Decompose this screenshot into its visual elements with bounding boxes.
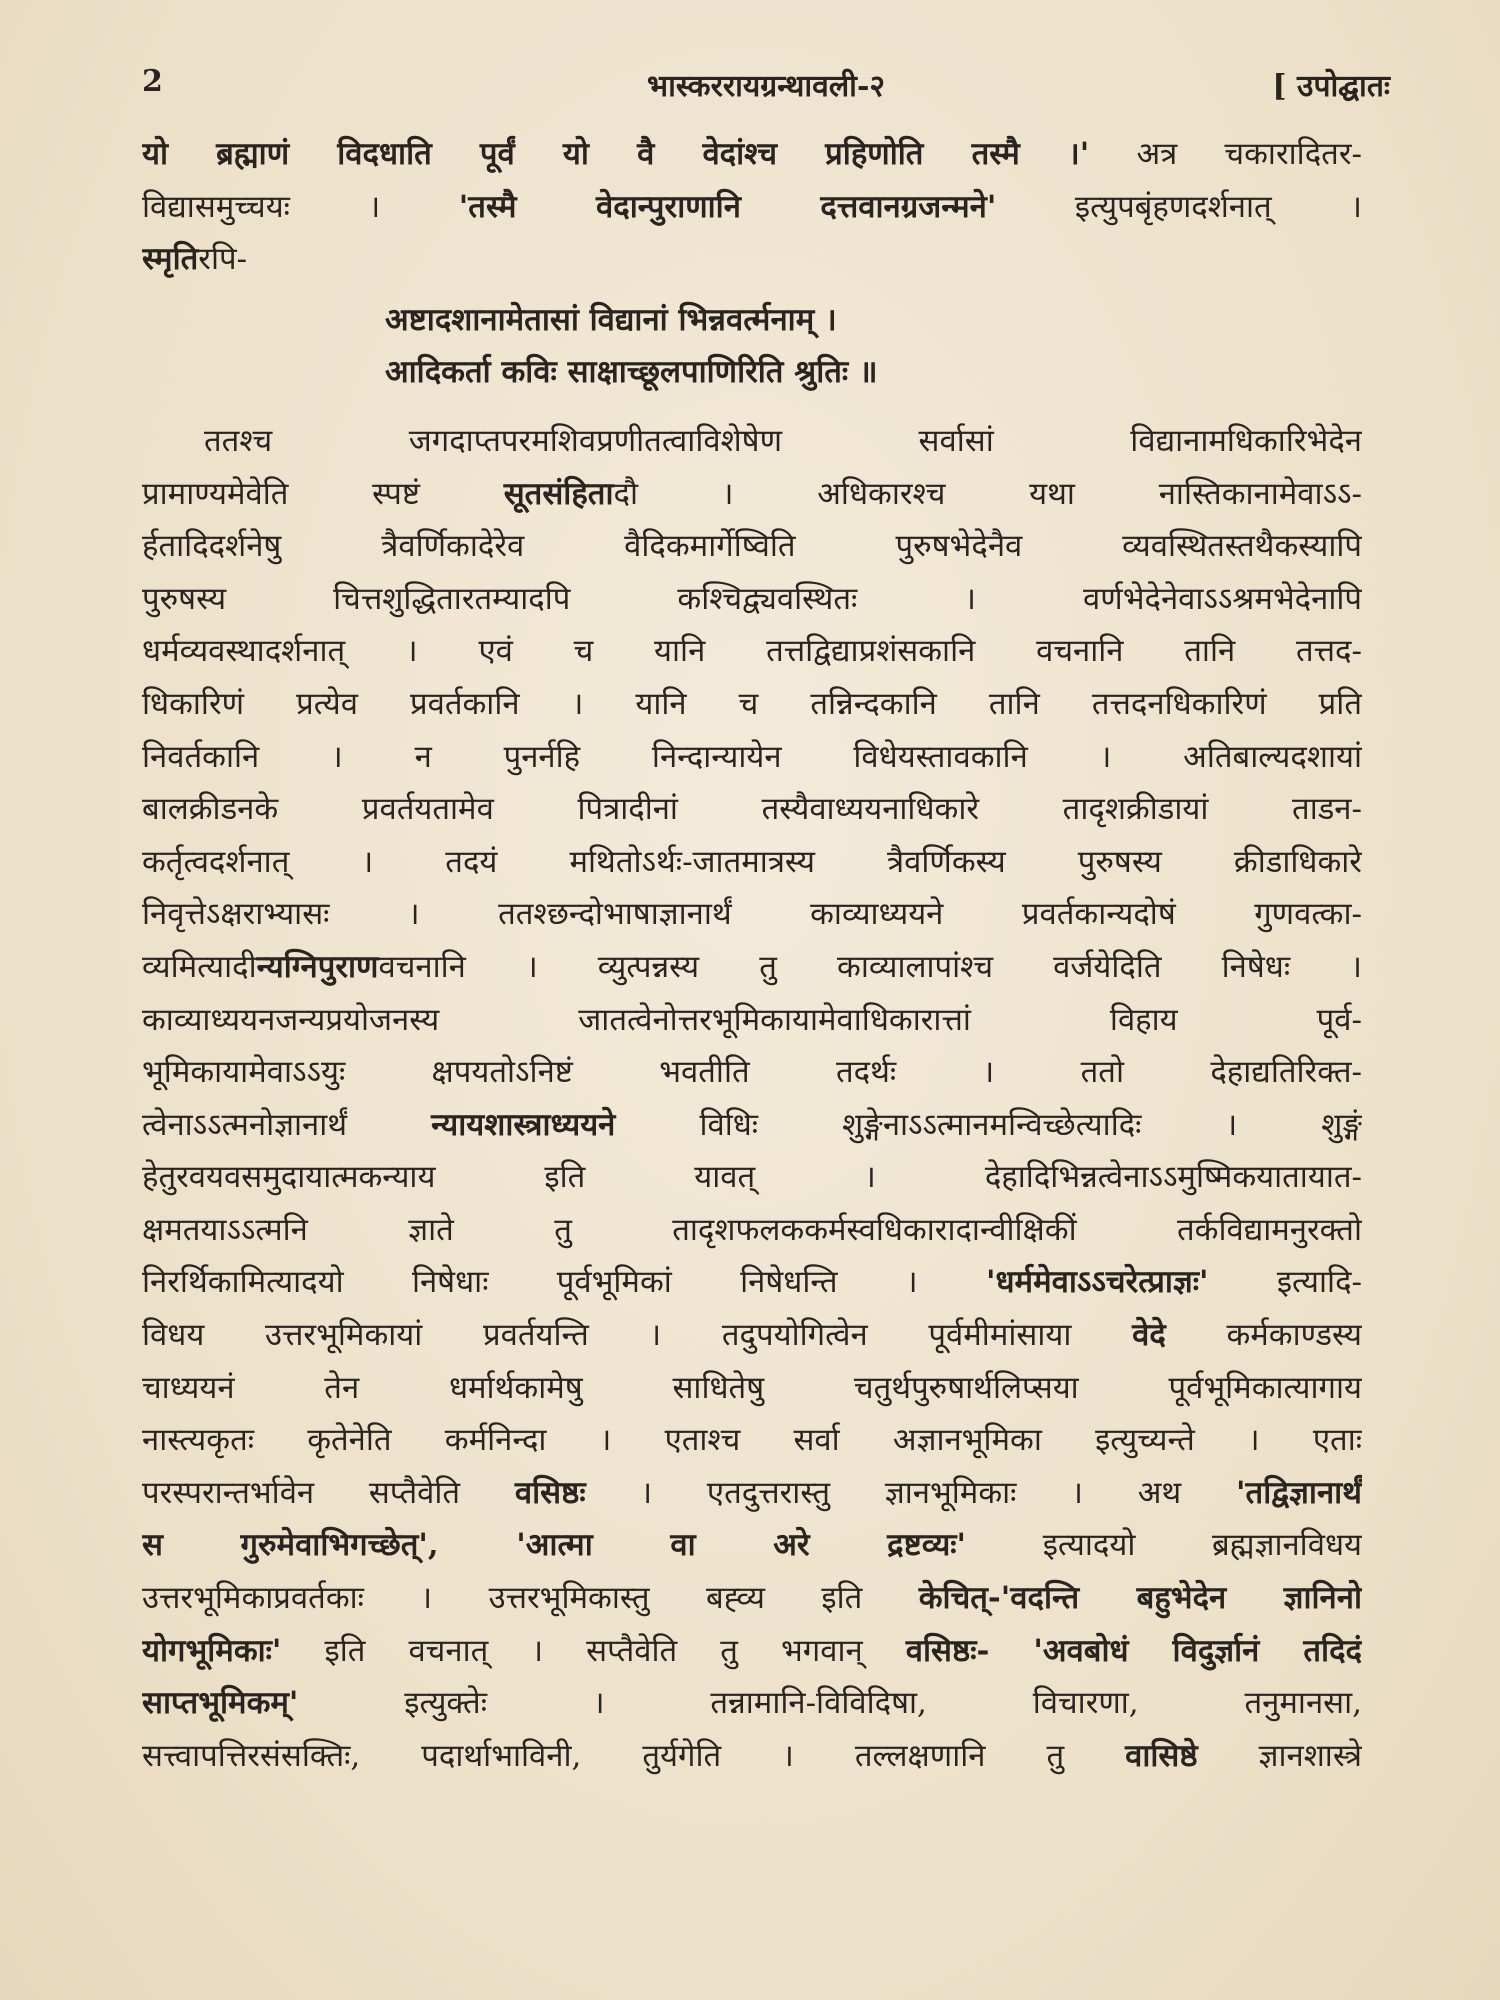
text-line [142, 678, 1362, 731]
text-line [142, 1730, 1362, 1783]
text-segment: प्रामाण्यमेवेति स्पष्टं [142, 475, 504, 512]
text-line [142, 888, 1362, 941]
text-segment: इत्युक्तेः । तन्नामानि-विविदिषा, विचारणा, तनुमानसा, [298, 1685, 1362, 1722]
text-segment: काव्याध्ययनजन्यप्रयोजनस्य जातत्वेनोत्तरभूमिकायामेवाधिकारात्तां विहाय पूर्व- [142, 1001, 1362, 1038]
bold-text-segment: 'तद्विज्ञानार्थं [1236, 1474, 1362, 1511]
section-title: [ उपोद्घातः [1272, 69, 1390, 104]
page-number: 2 [142, 64, 163, 99]
text-line [142, 1467, 1362, 1520]
bold-text-segment: केचित्-'वदन्ति बहुभेदेन ज्ञानिनो [918, 1580, 1362, 1617]
text-line [142, 468, 1362, 521]
text-segment: धिकारिणं प्रत्येव प्रवर्तकानि । यानि च तन्निन्दकानि तानि तत्तदनधिकारिणं प्रति [142, 685, 1362, 722]
text-segment: हेतुरवयवसमुदायात्मकन्याय इति यावत् । देहादिभिन्नत्वेनाऽऽमुष्मिकयातायात- [142, 1159, 1362, 1196]
text-line [142, 625, 1362, 678]
text-line [142, 1046, 1362, 1099]
bold-text-segment: 'धर्ममेवाऽऽचरेत्प्राज्ञः' [986, 1264, 1209, 1301]
text-segment: सत्त्वापत्तिरसंसक्तिः, पदार्थाभाविनी, तुर्यगेति । तल्लक्षणानि तु [142, 1737, 1126, 1774]
text-segment: । एतदुत्तरास्तु ज्ञानभूमिकाः । अथ [585, 1474, 1237, 1511]
text-segment: धर्मव्यवस्थादर्शनात् । एवं च यानि तत्तद्विद्याप्रशंसकानि वचनानि तानि तत्तद- [142, 633, 1362, 670]
text-segment: कर्तृत्वदर्शनात् । तदयं मथितोऽर्थः-जातमात्रस्य त्रैवर्णिकस्य पुरुषस्य क्रीडाधिकारे [142, 843, 1362, 880]
text-line [142, 1204, 1362, 1257]
text-segment: नास्त्यकृतः कृतेनेति कर्मनिन्दा । एताश्च सर्वा अज्ञानभूमिका इत्युच्यन्ते । एताः [142, 1422, 1362, 1459]
running-title: भास्कररायग्रन्थावली-२ [647, 69, 885, 104]
bold-text-segment: वेदे [1132, 1317, 1166, 1354]
text-line [142, 1572, 1362, 1625]
text-line [142, 941, 1362, 994]
text-segment: इत्यादि- [1208, 1264, 1362, 1301]
text-segment: रपि- [198, 241, 248, 278]
text-segment: ज्ञानशास्त्रे [1197, 1737, 1362, 1774]
text-line [142, 836, 1362, 889]
bold-text-segment: न्यग्निपुराण [256, 948, 379, 985]
bold-text-segment: वासिष्ठे [1125, 1737, 1198, 1774]
bold-text-segment: यो ब्रह्माणं विदधाति पूर्वं यो वै वेदांश्च प्रहिणोति तस्मै ।' [142, 136, 1090, 172]
text-segment: व्यमित्यादी [142, 948, 257, 985]
text-segment: विधय उत्तरभूमिकायां प्रवर्तयन्ति । तदुपयोगित्वेन पूर्वमीमांसाया [142, 1317, 1133, 1354]
text-segment: चाध्ययनं तेन धर्मार्थकामेषु साधितेषु चतुर्थपुरुषार्थलिप्सया पूर्वभूमिकात्यागाय [142, 1369, 1362, 1406]
bold-text-segment: वसिष्ठः [514, 1474, 586, 1511]
bold-text-segment: योगभूमिकाः' [142, 1632, 282, 1669]
text-line [142, 520, 1362, 573]
text-line [142, 181, 1362, 234]
text-segment: निवृत्तेऽक्षराभ्यासः । ततश्छन्दोभाषाज्ञानार्थं काव्याध्ययने प्रवर्तकान्यदोषं गुणवत्का- [142, 896, 1362, 933]
text-segment: विद्यासमुच्चयः । [142, 188, 459, 225]
text-line [142, 1519, 1362, 1572]
page-body-text [142, 128, 1362, 1782]
text-line [142, 1309, 1362, 1362]
text-segment: परस्परान्तर्भावेन सप्तैवेति [142, 1474, 515, 1511]
bold-text-segment: साप्तभूमिकम्' [142, 1685, 299, 1722]
bold-text-segment: स गुरुमेवाभिगच्छेत्', 'आत्मा वा अरे द्रष्टव्यः' [142, 1527, 967, 1564]
text-segment: उत्तरभूमिकाप्रवर्तकाः । उत्तरभूमिकास्तु बह्व्य इति [142, 1580, 919, 1617]
text-segment: आदिकर्ता कविः साक्षाच्छूलपाणिरिति श्रुतिः ॥ [385, 354, 878, 391]
text-line [142, 1151, 1362, 1204]
text-line [142, 294, 1362, 347]
text-line [142, 573, 1362, 626]
text-segment: वचनानि । व्युत्पन्नस्य तु काव्यालापांश्च वर्जयेदिति निषेधः । [378, 948, 1362, 985]
text-line [142, 1362, 1362, 1415]
text-segment: त्वेनाऽऽत्मनोज्ञानार्थं [142, 1106, 432, 1143]
text-line [142, 346, 1362, 399]
bold-text-segment: स्मृति [142, 241, 199, 278]
text-segment: भूमिकायामेवाऽऽयुः क्षपयतोऽनिष्टं भवतीति तदर्थः । ततो देहाद्यतिरिक्त- [142, 1054, 1362, 1091]
text-line [142, 233, 1362, 286]
text-segment: क्षमतयाऽऽत्मनि ज्ञाते तु तादृशफलककर्मस्वधिकारादान्वीक्षिकीं तर्कविद्यामनुरक्तो [142, 1211, 1362, 1248]
bold-text-segment: 'तस्मै वेदान्पुराणानि दत्तवानग्रजन्मने' [458, 188, 997, 225]
bold-text-segment: सूतसंहिता [503, 475, 614, 512]
text-line [142, 128, 1362, 181]
text-segment: अत्र चकारादितर- [1089, 136, 1362, 172]
text-segment: इत्युपबृंहणदर्शनात् । [996, 188, 1362, 225]
text-line [142, 994, 1362, 1047]
running-header [142, 64, 1390, 108]
text-line [142, 415, 1362, 468]
text-segment: इत्यादयो ब्रह्मज्ञानविधय [966, 1527, 1362, 1564]
text-segment: दौ । अधिकारश्च यथा नास्तिकानामेवाऽऽ- [613, 475, 1362, 512]
text-segment: कर्मकाण्डस्य [1165, 1317, 1362, 1354]
text-segment: र्हतादिदर्शनेषु त्रैवर्णिकादेरेव वैदिकमार्गेष्विति पुरुषभेदेनैव व्यवस्थितस्तथैकस्यापि [142, 528, 1362, 565]
text-line [142, 1256, 1362, 1309]
text-segment: निरर्थिकामित्यादयो निषेधाः पूर्वभूमिकां निषेधन्ति । [142, 1264, 986, 1301]
text-segment: ततश्च जगदाप्तपरमशिवप्रणीतत्वाविशेषेण सर्वासां विद्यानामधिकारिभेदेन [204, 422, 1362, 459]
text-segment: अष्टादशानामेतासां विद्यानां भिन्नवर्त्मनाम् । [385, 301, 837, 338]
bold-text-segment: वसिष्ठः- 'अवबोधं विदुर्ज्ञानं तदिदं [905, 1632, 1362, 1669]
text-line [142, 1099, 1362, 1152]
text-segment: पुरुषस्य चित्तशुद्धितारतम्यादपि कश्चिद्व्यवस्थितः । वर्णभेदेनेवाऽऽश्रमभेदेनापि [142, 580, 1362, 617]
text-line [142, 1625, 1362, 1678]
text-line [142, 1414, 1362, 1467]
text-segment: विधिः शुङ्गेनाऽऽत्मानमन्विच्छेत्यादिः । शुङ्गं [615, 1106, 1362, 1143]
text-segment: इति वचनात् । सप्तैवेति तु भगवान् [281, 1632, 906, 1669]
text-segment: बालक्रीडनके प्रवर्तयतामेव पित्रादीनां तस्यैवाध्ययनाधिकारे तादृशक्रीडायां ताडन- [142, 791, 1362, 828]
text-line [142, 783, 1362, 836]
text-line [142, 1677, 1362, 1730]
text-segment: निवर्तकानि । न पुनर्नहि निन्दान्यायेन विधेयस्तावकानि । अतिबाल्यदशायां [142, 738, 1362, 775]
bold-text-segment: न्यायशास्त्राध्ययने [431, 1106, 616, 1143]
text-line [142, 731, 1362, 784]
